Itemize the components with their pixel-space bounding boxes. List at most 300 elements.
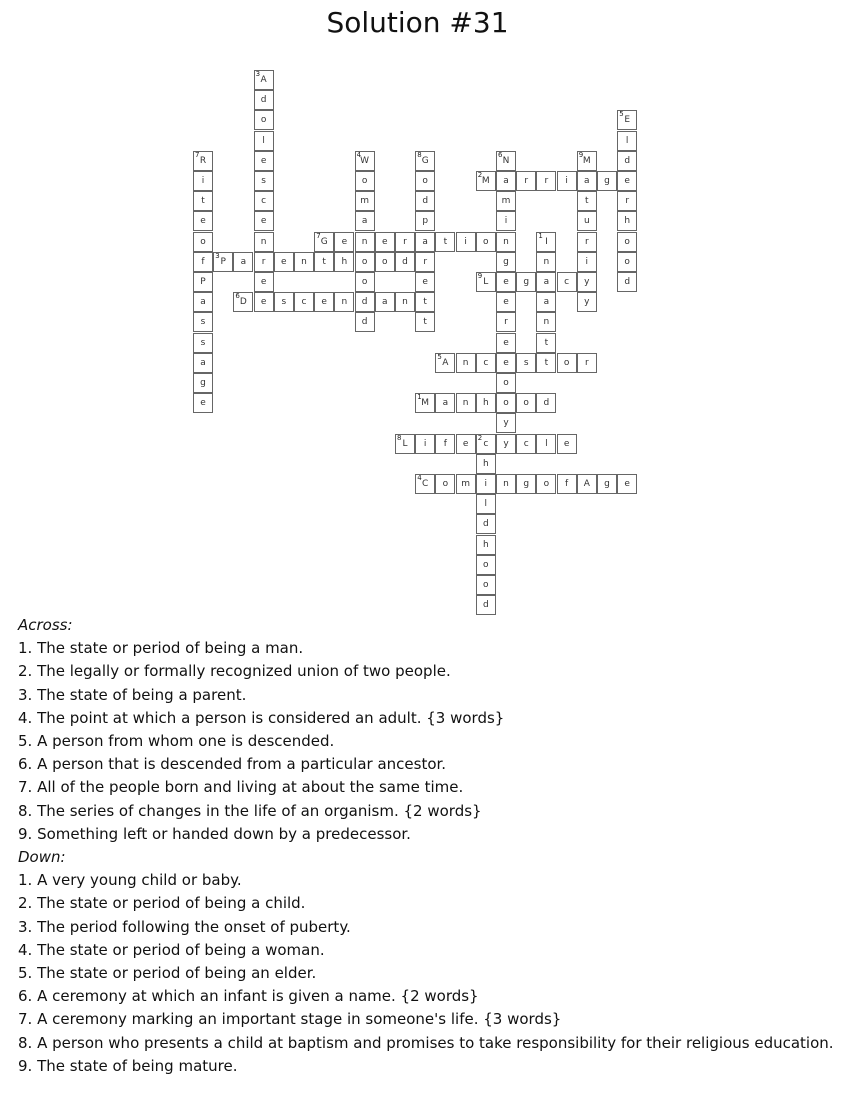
grid-cell	[193, 393, 213, 413]
grid-cell	[193, 353, 213, 373]
grid-cell	[516, 272, 536, 292]
cell-letter: G	[320, 236, 328, 247]
across-clue: 7. All of the people born and living at about the same time.	[18, 778, 464, 797]
cell-letter: e	[503, 357, 509, 368]
cell-letter: o	[503, 378, 509, 388]
cell-letter: n	[462, 398, 469, 409]
cell-letter: i	[565, 176, 568, 186]
across-clue: 5. A person from whom one is descended.	[18, 732, 335, 751]
grid-cell	[496, 252, 516, 272]
grid-cell	[476, 393, 496, 413]
cell-letter: i	[484, 479, 488, 489]
cell-letter: e	[422, 277, 428, 287]
across-clue: 1. The state or period of being a man.	[18, 639, 304, 658]
grid-cell	[254, 272, 274, 292]
grid-cell	[617, 191, 637, 211]
grid-cell	[415, 272, 435, 292]
cell-letter: o	[483, 580, 489, 590]
grid-cell	[274, 292, 294, 312]
grid-cell	[254, 292, 274, 312]
grid-cell	[496, 434, 516, 454]
cell-letter: g	[523, 277, 530, 287]
cell-letter: o	[624, 256, 630, 267]
grid-cell	[516, 171, 536, 191]
cell-letter: d	[482, 519, 489, 530]
cell-letter: n	[543, 256, 550, 267]
grid-cell	[617, 171, 637, 191]
grid-cell	[415, 474, 435, 494]
cell-letter: o	[624, 236, 630, 247]
clue-number: 4	[356, 150, 362, 159]
grid-cell	[496, 474, 516, 494]
grid-cell	[193, 171, 213, 191]
cell-letter: a	[543, 277, 550, 287]
cell-letter: r	[625, 196, 630, 207]
cell-letter: i	[504, 216, 508, 227]
cell-letter: W	[360, 155, 370, 166]
grid-cell	[536, 312, 556, 332]
grid-cell	[577, 232, 597, 252]
down-clues	[18, 869, 838, 1078]
cell-letter: r	[261, 256, 266, 267]
grid-cell	[536, 474, 556, 494]
grid-cell	[456, 474, 476, 494]
grid-cell	[314, 232, 334, 252]
grid-cell	[516, 393, 536, 413]
grid-cell	[375, 252, 395, 272]
grid-cell	[233, 292, 253, 312]
grid-cell	[577, 171, 597, 191]
clue-number: 7	[195, 150, 200, 159]
grid-cell	[415, 211, 435, 231]
cell-letter: g	[604, 176, 610, 186]
grid-cell	[193, 151, 213, 171]
clue-number: 3	[255, 70, 261, 78]
clue-number: 8	[417, 150, 422, 159]
grid-cell	[213, 252, 233, 272]
cell-letter: r	[423, 256, 428, 267]
grid-cell	[456, 434, 476, 454]
grid-cell	[355, 272, 375, 292]
grid-cell	[193, 252, 213, 272]
grid-cell	[435, 474, 455, 494]
cell-letter: a	[442, 398, 449, 409]
cell-letter: C	[422, 479, 429, 489]
across-clue: 2. The legally or formally recognized union of two people.	[18, 662, 451, 681]
grid-cell	[193, 272, 213, 292]
cell-letter: i	[464, 236, 467, 247]
grid-cell	[435, 232, 455, 252]
cell-letter: h	[624, 216, 631, 227]
grid-cell	[597, 171, 617, 191]
grid-cell	[476, 474, 496, 494]
grid-cell	[435, 353, 455, 373]
cell-letter: r	[584, 236, 589, 247]
grid-cell	[617, 232, 637, 252]
grid-cell	[536, 434, 556, 454]
cell-letter: r	[544, 176, 549, 186]
cell-letter: e	[341, 236, 348, 247]
grid-cell	[476, 514, 496, 534]
grid-cell	[617, 272, 637, 292]
cell-letter: a	[200, 297, 206, 308]
clue-number: 9	[578, 150, 584, 159]
cell-letter: e	[382, 236, 388, 247]
grid-cell	[415, 151, 435, 171]
cell-letter: o	[200, 236, 206, 247]
grid-cell	[314, 252, 334, 272]
clue-number: 1	[417, 393, 422, 402]
grid-cell	[476, 232, 496, 252]
grid-cell	[577, 211, 597, 231]
grid-cell	[395, 292, 415, 312]
across-clue: 3. The state of being a parent.	[18, 685, 247, 704]
grid-cell	[193, 333, 213, 353]
down-clue: 5. The state or period of being an elder.	[18, 964, 317, 983]
grid-cell	[395, 232, 415, 252]
cell-letter: i	[201, 176, 205, 186]
grid-cell	[536, 232, 556, 252]
grid-cell	[617, 151, 637, 171]
grid-cell	[496, 413, 516, 433]
cell-letter: o	[361, 256, 368, 267]
cell-letter: m	[501, 196, 511, 207]
grid-cell	[536, 353, 556, 373]
grid-cell	[476, 353, 496, 373]
cell-letter: P	[200, 277, 206, 287]
grid-cell	[536, 333, 556, 353]
cell-letter: e	[462, 438, 469, 449]
grid-cell	[476, 535, 496, 555]
cell-letter: M	[582, 155, 591, 166]
grid-cell	[496, 333, 516, 353]
cell-letter: s	[261, 176, 266, 186]
cell-letter: M	[481, 176, 490, 186]
grid-cell	[395, 252, 415, 272]
cell-letter: f	[565, 479, 569, 489]
grid-cell	[456, 232, 476, 252]
grid-cell	[617, 474, 637, 494]
grid-cell	[193, 312, 213, 332]
cell-letter: a	[240, 256, 247, 267]
clue-number: 1	[538, 231, 543, 240]
down-clue: 4. The state or period of being a woman.	[18, 940, 325, 959]
grid-cell	[476, 555, 496, 575]
cell-letter: d	[543, 398, 550, 409]
cell-letter: n	[503, 479, 509, 489]
cell-letter: a	[382, 297, 388, 308]
clue-number: 2	[477, 171, 483, 179]
grid-cell	[577, 353, 597, 373]
grid-cell	[334, 232, 354, 252]
down-clue: 3. The period following the onset of puberty.	[18, 917, 351, 936]
grid-cell	[254, 171, 274, 191]
cell-letter: i	[585, 256, 589, 267]
grid-cell	[254, 131, 274, 151]
clue-number: 3	[215, 251, 220, 260]
grid-cell	[415, 232, 435, 252]
cell-letter: n	[361, 236, 368, 247]
cell-letter: o	[483, 236, 489, 247]
cell-letter: t	[322, 256, 326, 267]
cell-letter: d	[624, 277, 631, 287]
cell-letter: s	[200, 337, 206, 348]
cell-letter: n	[462, 357, 469, 368]
grid-cell	[456, 393, 476, 413]
grid-cell	[415, 292, 435, 312]
grid-cell	[476, 595, 496, 615]
grid-cell	[254, 252, 274, 272]
grid-cell	[557, 474, 577, 494]
cell-letter: d	[624, 155, 631, 166]
down-clue: 7. A ceremony marking an important stage in someone's life. {3 words}	[18, 1010, 562, 1029]
cell-letter: d	[260, 95, 267, 106]
grid-cell	[254, 90, 274, 110]
grid-cell	[496, 232, 516, 252]
grid-cell	[355, 292, 375, 312]
cell-letter: r	[524, 176, 529, 186]
grid-cell	[193, 232, 213, 252]
grid-cell	[496, 191, 516, 211]
cell-letter: h	[482, 398, 489, 409]
cell-letter: o	[483, 559, 489, 570]
across-clue: 4. The point at which a person is considered an adult. {3 words}	[18, 708, 505, 727]
grid-cell	[355, 191, 375, 211]
cell-letter: L	[402, 438, 408, 449]
grid-cell	[536, 252, 556, 272]
cell-letter: h	[482, 458, 489, 469]
grid-cell	[355, 312, 375, 332]
grid-cell	[536, 393, 556, 413]
grid-cell	[577, 252, 597, 272]
cell-letter: R	[199, 155, 207, 166]
grid-cell	[516, 474, 536, 494]
down-clue: 2. The state or period of being a child.	[18, 894, 306, 913]
cell-letter: y	[503, 438, 509, 449]
grid-cell	[536, 292, 556, 312]
cell-letter: c	[261, 196, 267, 207]
grid-cell	[193, 373, 213, 393]
grid-cell	[577, 151, 597, 171]
cell-letter: c	[564, 277, 570, 287]
cell-letter: l	[625, 135, 629, 146]
cell-letter: l	[545, 438, 548, 449]
down-heading: Down:	[18, 848, 66, 867]
cell-letter: c	[483, 438, 489, 449]
clue-number: 5	[437, 352, 442, 361]
grid-cell	[415, 171, 435, 191]
clue-number: 6	[498, 150, 503, 159]
cell-letter: r	[504, 317, 508, 328]
grid-cell	[577, 474, 597, 494]
grid-cell	[516, 353, 536, 373]
grid-cell	[536, 171, 556, 191]
across-clues	[18, 637, 838, 846]
cell-letter: A	[442, 357, 449, 368]
cell-letter: n	[543, 317, 550, 328]
cell-letter: P	[220, 256, 226, 267]
grid-cell	[496, 393, 516, 413]
cell-letter: d	[361, 297, 368, 308]
cell-letter: e	[503, 277, 509, 287]
clue-number: 5	[619, 110, 624, 119]
grid-cell	[496, 171, 516, 191]
grid-cell	[375, 292, 395, 312]
cell-letter: L	[483, 277, 489, 287]
grid-cell	[496, 292, 516, 312]
cell-letter: A	[583, 479, 590, 489]
grid-cell	[334, 252, 354, 272]
cell-letter: m	[360, 196, 369, 207]
grid-cell	[395, 434, 415, 454]
down-clue: 9. The state of being mature.	[18, 1056, 238, 1075]
grid-cell	[476, 171, 496, 191]
cell-letter: s	[200, 317, 206, 328]
cell-letter: g	[200, 378, 206, 388]
grid-cell	[254, 110, 274, 130]
across-clue: 6. A person that is descended from a particular ancestor.	[18, 755, 447, 774]
grid-cell	[496, 151, 516, 171]
cell-letter: o	[422, 176, 428, 186]
grid-cell	[254, 70, 274, 90]
grid-cell	[193, 292, 213, 312]
grid-cell	[233, 252, 253, 272]
grid-cell	[617, 110, 637, 130]
cell-letter: e	[260, 277, 267, 287]
grid-cell	[557, 171, 577, 191]
cell-letter: E	[624, 115, 631, 126]
grid-cell	[415, 191, 435, 211]
grid-cell	[355, 171, 375, 191]
grid-cell	[415, 434, 435, 454]
cell-letter: y	[584, 277, 590, 287]
grid-cell	[577, 292, 597, 312]
cell-letter: y	[584, 297, 590, 308]
cell-letter: o	[503, 398, 509, 409]
grid-cell	[476, 454, 496, 474]
cell-letter: u	[583, 216, 590, 227]
grid-cell	[254, 232, 274, 252]
cell-letter: t	[423, 317, 427, 328]
cell-letter: o	[361, 277, 368, 287]
cell-letter: m	[461, 479, 470, 489]
across-heading: Across:	[18, 616, 73, 634]
cell-letter: p	[422, 216, 429, 227]
cell-letter: n	[341, 297, 348, 308]
grid-cell	[496, 312, 516, 332]
grid-cell	[193, 191, 213, 211]
grid-cell	[476, 575, 496, 595]
grid-cell	[476, 434, 496, 454]
across-clue: 8. The series of changes in the life of an organism. {2 words}	[18, 801, 482, 820]
cell-letter: e	[200, 216, 206, 227]
cell-letter: G	[421, 155, 429, 166]
cell-letter: t	[585, 196, 589, 207]
cell-letter: o	[442, 479, 449, 489]
down-clue: 6. A ceremony at which an infant is given a name. {2 words}	[18, 987, 479, 1006]
grid-cell	[617, 252, 637, 272]
cell-letter: r	[584, 357, 589, 368]
clue-number: 2	[477, 433, 483, 442]
grid-cell	[597, 474, 617, 494]
grid-cell	[415, 312, 435, 332]
grid-cell	[496, 272, 516, 292]
cell-letter: t	[544, 337, 549, 348]
grid-cell	[617, 211, 637, 231]
cell-letter: l	[484, 499, 488, 510]
grid-cell	[476, 272, 496, 292]
cell-letter: e	[624, 479, 630, 489]
cell-letter: h	[341, 256, 348, 267]
grid-cell	[254, 191, 274, 211]
grid-cell	[456, 353, 476, 373]
cell-letter: o	[361, 176, 368, 186]
cell-letter: c	[301, 297, 307, 308]
cell-letter: g	[604, 479, 610, 489]
cell-letter: e	[321, 297, 327, 308]
cell-letter: i	[423, 438, 427, 449]
grid-cell	[254, 211, 274, 231]
grid-cell	[496, 373, 516, 393]
clue-number: 4	[417, 474, 422, 482]
cell-letter: I	[545, 236, 548, 247]
cell-letter: d	[402, 256, 408, 267]
grid-cell	[516, 434, 536, 454]
grid-cell	[355, 232, 375, 252]
cell-letter: A	[260, 75, 267, 85]
cell-letter: e	[503, 297, 509, 308]
grid-cell	[274, 252, 294, 272]
cell-letter: n	[260, 236, 267, 247]
cell-letter: o	[543, 479, 550, 489]
grid-cell	[254, 151, 274, 171]
cell-letter: g	[523, 479, 530, 489]
clue-list	[18, 614, 838, 1078]
clue-number: 9	[477, 272, 483, 280]
cell-letter: a	[584, 176, 590, 186]
cell-letter: e	[281, 256, 287, 267]
grid-cell	[294, 252, 314, 272]
cell-letter: t	[201, 196, 205, 207]
grid-cell	[435, 393, 455, 413]
clue-number: 7	[316, 231, 321, 240]
cell-letter: a	[422, 236, 428, 247]
cell-letter: t	[443, 236, 448, 247]
cell-letter: n	[402, 297, 408, 308]
grid-cell	[496, 211, 516, 231]
grid-cell	[334, 292, 354, 312]
cell-letter: N	[502, 155, 510, 166]
grid-cell	[557, 272, 577, 292]
down-clue: 8. A person who presents a child at baptism and promises to take responsibility for their religious education.	[18, 1033, 834, 1052]
grid-cell	[536, 272, 556, 292]
cell-letter: a	[361, 216, 368, 227]
cell-letter: o	[563, 357, 570, 368]
cell-letter: l	[262, 135, 265, 146]
cell-letter: g	[503, 256, 509, 267]
cell-letter: d	[422, 196, 429, 207]
grid-cell	[375, 232, 395, 252]
cell-letter: f	[201, 256, 205, 267]
cell-letter: d	[482, 600, 489, 611]
grid-cell	[415, 393, 435, 413]
cell-letter: c	[523, 438, 529, 449]
grid-cell	[415, 252, 435, 272]
cell-letter: c	[483, 357, 489, 368]
cell-letter: D	[239, 297, 247, 308]
cell-letter: y	[503, 418, 509, 429]
grid-cell	[577, 191, 597, 211]
